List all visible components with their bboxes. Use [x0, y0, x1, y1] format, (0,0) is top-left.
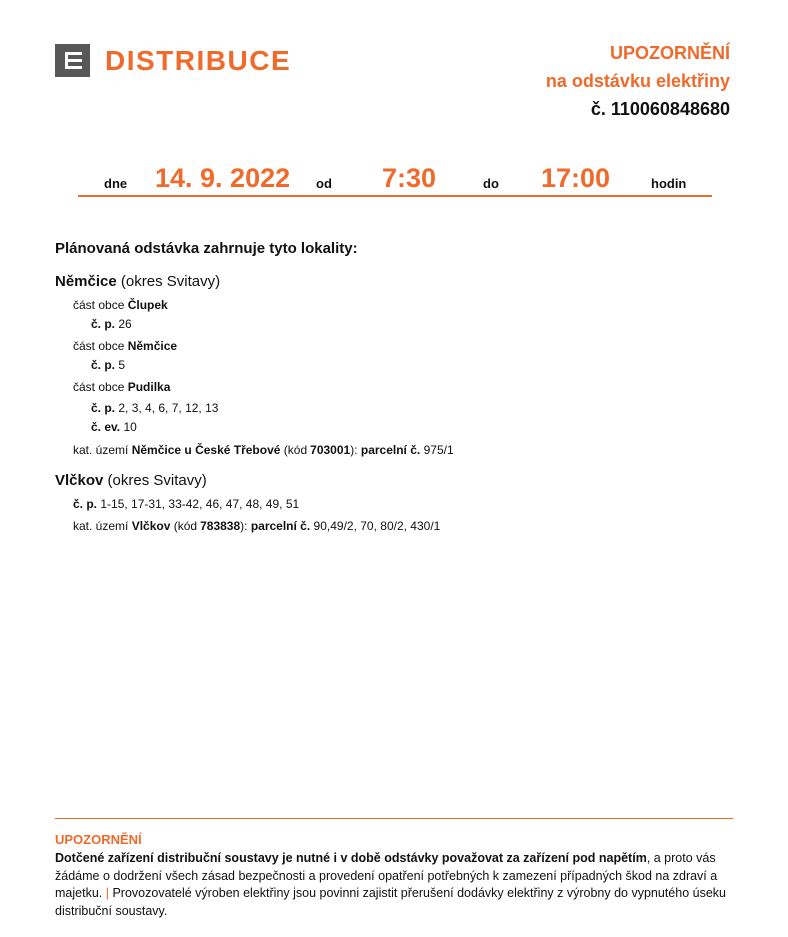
parcel-label: parcelní č.	[360, 443, 421, 457]
location-district: (okres Svitavy)	[107, 472, 207, 489]
code-open: (kód	[173, 519, 198, 533]
part-name: Pudilka	[127, 380, 171, 394]
footer-text	[55, 850, 735, 920]
cadastre-code: 783838	[200, 519, 241, 533]
list-item	[91, 317, 132, 331]
from-time: 7:30	[382, 163, 437, 193]
location-name: Vlčkov	[55, 472, 104, 489]
parcel-values: 90,49/2, 70, 80/2, 430/1	[313, 519, 441, 533]
part-name: Člupek	[127, 298, 168, 312]
parcel-values: 975/1	[423, 443, 454, 457]
cadastre-code: 703001	[310, 443, 351, 457]
part-prefix: část obce	[73, 298, 125, 312]
cp-label: č. p.	[73, 497, 98, 511]
day-label: dne	[104, 176, 128, 191]
notice-subtitle: na odstávku elektřiny	[545, 71, 730, 91]
code-close: ):	[240, 519, 248, 533]
part-prefix: část obce	[73, 380, 125, 394]
cadastre-line	[73, 443, 454, 457]
location-name: Němčice	[55, 273, 117, 290]
ev-label: č. ev.	[91, 420, 121, 434]
cadastre-name: Němčice u České Třebové	[131, 443, 281, 457]
list-item	[73, 298, 168, 312]
cadastre-prefix: kat. území	[73, 519, 129, 533]
ev-values: 10	[123, 420, 137, 434]
notice-number: č. 110060848680	[590, 99, 730, 119]
location-heading	[55, 273, 220, 290]
to-label: do	[483, 176, 499, 191]
part-name: Němčice	[127, 339, 178, 353]
parcel-label: parcelní č.	[250, 519, 311, 533]
footer-separator: |	[105, 886, 109, 900]
list-item	[73, 339, 177, 353]
code-open: (kód	[283, 443, 308, 457]
cp-values: 1-15, 17-31, 33-42, 46, 47, 48, 49, 51	[100, 497, 300, 511]
footer-bold: Dotčené zařízení distribuční soustavy je nutné i v době odstávky považovat za zařízení pod napětím	[55, 851, 647, 865]
list-item	[91, 420, 137, 434]
location-district: (okres Svitavy)	[120, 273, 221, 290]
to-time: 17:00	[541, 163, 611, 193]
outage-date: 14. 9. 2022	[155, 163, 291, 193]
cadastre-name: Vlčkov	[131, 519, 171, 533]
location-heading	[55, 472, 207, 489]
footer-divider	[55, 818, 733, 819]
cp-label: č. p.	[91, 401, 116, 415]
list-item	[73, 380, 170, 394]
list-item	[91, 401, 218, 415]
cp-values: 2, 3, 4, 6, 7, 12, 13	[118, 401, 219, 415]
cadastre-prefix: kat. území	[73, 443, 129, 457]
code-close: ):	[350, 443, 358, 457]
cadastre-line	[73, 519, 440, 533]
cp-label: č. p.	[91, 358, 116, 372]
cp-values: 26	[118, 317, 132, 331]
from-label: od	[316, 176, 332, 191]
hours-label: hodin	[651, 176, 687, 191]
footer-text-1: , a proto vás žádáme o dodržení všech zásad bezpečnosti a provedení opatření potřebných k zamezení případných škod na zdraví a majetku.	[55, 851, 718, 900]
logo-text: DISTRIBUCE	[105, 45, 292, 76]
cp-label: č. p.	[91, 317, 116, 331]
footer-text-2: Provozovatelé výroben elektřiny jsou povinni zajistit přerušení dodávky elektřiny z výrobny do vypnutého úseku distribuční soustavy.	[55, 886, 726, 918]
list-item	[73, 497, 299, 511]
cp-values: 5	[118, 358, 126, 372]
divider	[78, 195, 712, 197]
part-prefix: část obce	[73, 339, 125, 353]
intro-text: Plánovaná odstávka zahrnuje tyto lokality:	[55, 240, 358, 257]
notice-title: UPOZORNĚNÍ	[609, 43, 730, 63]
footer-title: UPOZORNĚNÍ	[55, 832, 142, 847]
list-item	[91, 358, 125, 372]
logo-mark-icon	[55, 44, 90, 77]
